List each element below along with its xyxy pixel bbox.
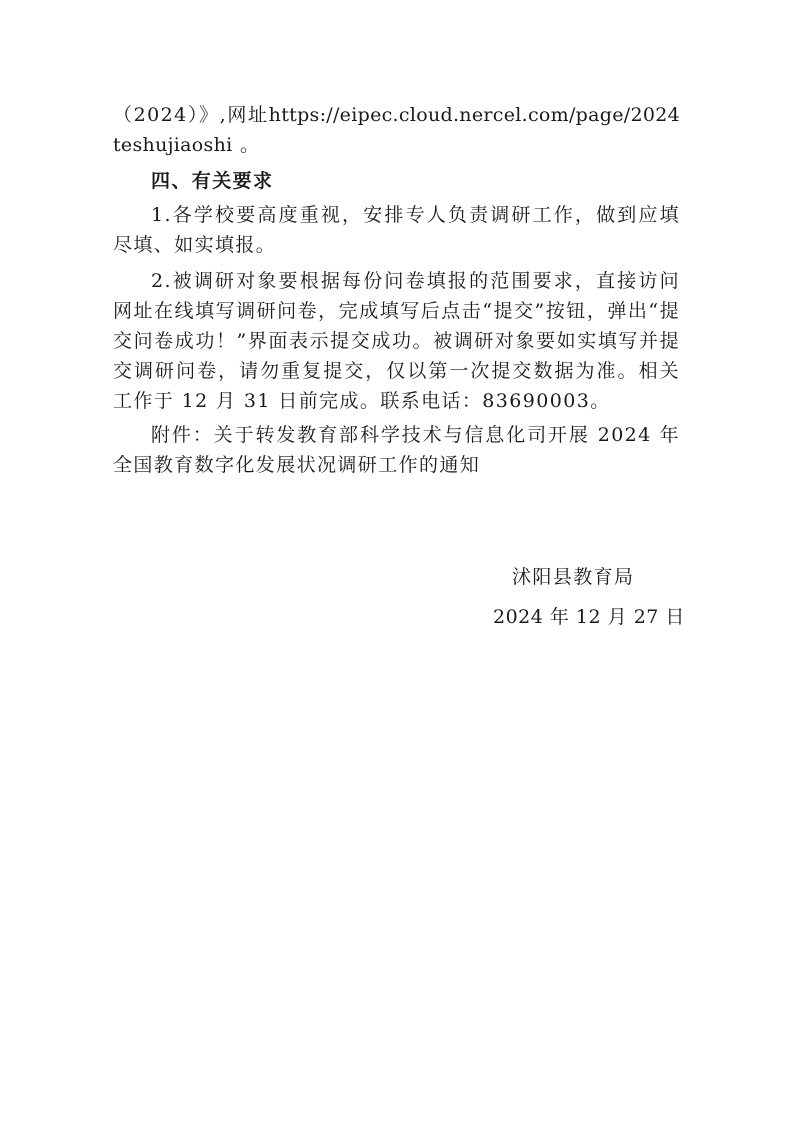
document-body bbox=[113, 100, 680, 480]
issue-date: 2024 年 12 月 27 日 bbox=[493, 606, 685, 628]
intro-paragraph bbox=[113, 100, 680, 160]
intro-suffix: 。 bbox=[232, 134, 261, 156]
issuer-name: 沭阳县教育局 bbox=[512, 566, 635, 588]
requirement-paragraph-1: 1.各学校要高度重视，安排专人负责调研工作，做到应填尽填、如实填报。 bbox=[113, 204, 680, 256]
section-heading: 四、有关要求 bbox=[151, 170, 274, 192]
attachment-paragraph: 附件：关于转发教育部科学技术与信息化司开展 2024 年全国教育数字化发展状况调研工作的通知 bbox=[113, 424, 680, 476]
intro-prefix: （2024）》,网址 bbox=[113, 104, 269, 126]
requirement-paragraph-2: 2.被调研对象要根据每份问卷填报的范围要求，直接访问网址在线填写调研问卷，完成填写后点击“提交”按钮，弹出“提交问卷成功！”界面表示提交成功。被调研对象要如实填写并提交调研问卷，请勿重复提交，仅以第一次提交数据为准。相关工作于 12 月 31 日前完成。联系电话：83690003。 bbox=[113, 270, 680, 412]
survey-url-link[interactable]: https://eipec.cloud.nercel.com/page/2024teshujiaoshi bbox=[113, 104, 680, 156]
